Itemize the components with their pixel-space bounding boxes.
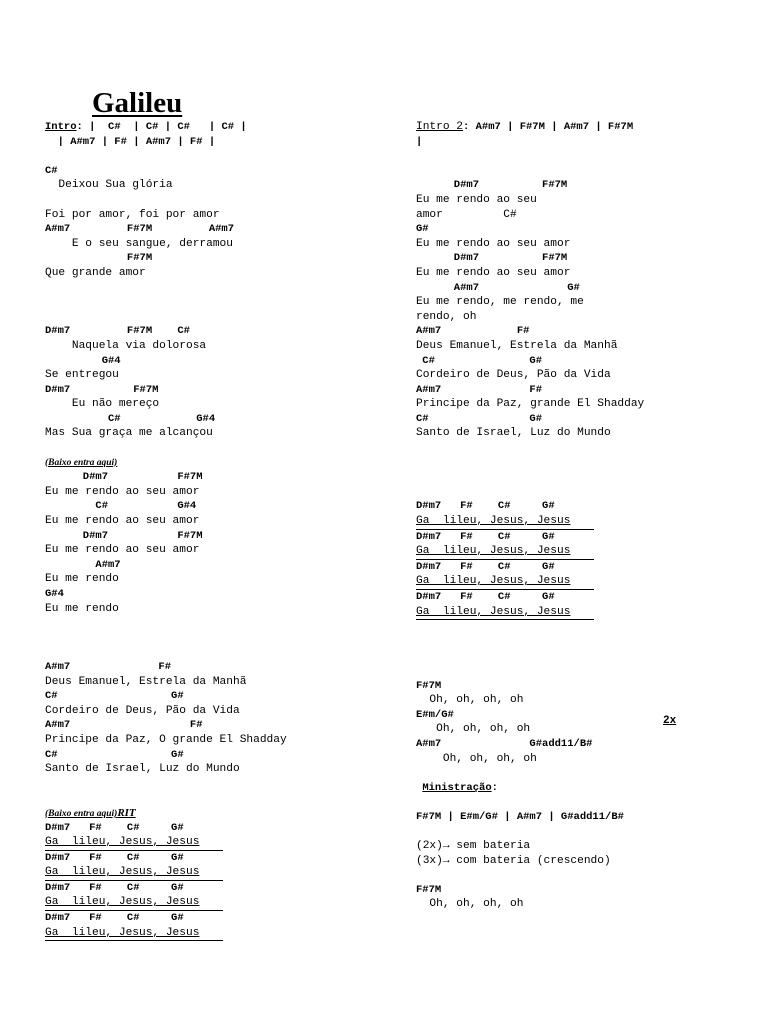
- lyric-line: E o seu sangue, derramou: [45, 237, 233, 250]
- spacer: [45, 295, 385, 310]
- left-column: [45, 120, 385, 941]
- chord-line: D#m7 F#7M C#: [45, 325, 190, 338]
- rit-marking: RIT: [117, 806, 136, 819]
- spacer: [416, 164, 756, 179]
- lyric-line: Oh, oh, oh, oh: [416, 752, 537, 765]
- lyric-line: Ga lileu, Jesus, Jesus: [45, 926, 223, 942]
- intro-chords-2: | A#m7 | F# | A#m7 | F# |: [45, 135, 216, 148]
- intro2-line: [416, 120, 756, 135]
- lyric-line: Deus Emanuel, Estrela da Manhã: [416, 339, 618, 352]
- chord-line: D#m7 F#7M: [416, 252, 568, 265]
- spacer: [416, 620, 756, 635]
- chord-line: C# G#: [416, 354, 543, 367]
- lyric-line: Ga lileu, Jesus, Jesus: [416, 544, 594, 560]
- spacer: [416, 635, 756, 650]
- intro2-label: Intro 2: [416, 121, 463, 133]
- chord-line: F#7M: [416, 883, 442, 896]
- lyric-line: Deixou Sua glória: [45, 179, 173, 192]
- spacer: [416, 664, 756, 679]
- chord-line: A#m7 F#: [416, 383, 543, 396]
- note-line: (3x)→ com bateria (crescendo): [416, 854, 611, 867]
- chord-line: A#m7 F#: [45, 660, 172, 673]
- intro2-bar: |: [416, 135, 423, 148]
- lyric-line: Oh, oh, oh, oh: [416, 723, 531, 736]
- chord-line: C# G#: [45, 748, 184, 761]
- lyric-line: Eu me rendo: [45, 602, 119, 615]
- lyric-line: Eu me rendo ao seu amor: [45, 485, 200, 498]
- lyric-line: Deus Emanuel, Estrela da Manhã: [45, 675, 247, 688]
- lyric-line: Ga lileu, Jesus, Jesus: [45, 835, 223, 851]
- chord-line: C# G#4: [45, 500, 197, 513]
- chord-line: D#m7 F#7M: [45, 529, 203, 542]
- spacer: [416, 441, 756, 456]
- spacer: [416, 766, 756, 781]
- lyric-line: Eu me rendo ao seu: [416, 193, 537, 206]
- chord-line: D#m7 F#7M: [45, 471, 203, 484]
- spacer: [416, 649, 756, 664]
- chord-line: F#7M: [45, 252, 153, 265]
- lyric-line: Ga lileu, Jesus, Jesus: [45, 895, 223, 911]
- lyric-line: Se entregou: [45, 369, 119, 382]
- chord-line: C# G#: [45, 690, 184, 703]
- spacer: [45, 149, 385, 164]
- lyric-line: Eu me rendo ao seu amor: [45, 544, 200, 557]
- lyric-line: Ga lileu, Jesus, Jesus: [416, 605, 594, 621]
- intro-chords-1: : | C# | C# | C# | C# |: [76, 121, 247, 133]
- chord-line: D#m7 F#7M: [45, 383, 159, 396]
- lyric-line: Que grande amor: [45, 266, 146, 279]
- lyric-line: Santo de Israel, Luz do Mundo: [416, 427, 611, 440]
- lyric-line: Naquela via dolorosa: [45, 339, 207, 352]
- lyric-line: Ga lileu, Jesus, Jesus: [416, 514, 594, 530]
- lyric-line: Eu não mereço: [45, 398, 160, 411]
- spacer: [45, 441, 385, 456]
- chord-line: D#m7 F# C# G#: [45, 821, 184, 834]
- spacer: [416, 485, 756, 500]
- spacer: [416, 825, 756, 840]
- chord-line: E#m/G#: [416, 708, 454, 721]
- chord-line: F#7M: [416, 679, 442, 692]
- right-column: [416, 120, 756, 912]
- lyric-line: Eu me rendo ao seu amor: [45, 515, 200, 528]
- lyric-line: Santo de Israel, Luz do Mundo: [45, 763, 240, 776]
- spacer: [45, 791, 385, 806]
- lyric-line: Foi por amor, foi por amor: [45, 208, 220, 221]
- spacer: [45, 631, 385, 646]
- chord-line: C# G#: [416, 412, 543, 425]
- intro-label: Intro: [45, 121, 77, 133]
- chord-line: C#: [45, 164, 58, 177]
- lyric-line: Ga lileu, Jesus, Jesus: [416, 574, 594, 590]
- bass-enters-note: (Baixo entra aqui): [45, 808, 118, 819]
- chord-line: D#m7 F# C# G#: [416, 500, 555, 513]
- bass-enters-rit-note: [45, 806, 385, 821]
- chord-line: D#m7 F#7M: [416, 179, 568, 192]
- ministration-colon: :: [491, 781, 498, 794]
- chord-line: D#m7 F# C# G#: [45, 912, 184, 925]
- lyric-line: Eu me rendo, me rendo, me: [416, 296, 584, 309]
- chord-line: A#m7: [45, 558, 121, 571]
- lyric-line: Mas Sua graça me alcançou: [45, 427, 213, 440]
- repeat-2x-marker: 2x: [663, 715, 677, 727]
- chord-line: F#7M | E#m/G# | A#m7 | G#add11/B#: [416, 810, 624, 823]
- lyric-line: Oh, oh, oh, oh: [416, 898, 524, 911]
- spacer: [45, 281, 385, 296]
- spacer: [416, 470, 756, 485]
- note-line: (2x)→ sem bateria: [416, 840, 531, 853]
- lyric-chord-line: amor C#: [416, 208, 517, 221]
- intro-line: [45, 120, 385, 135]
- chord-line: G#: [416, 223, 429, 236]
- chord-line: A#m7 F#: [45, 719, 203, 732]
- lyric-line: Ga lileu, Jesus, Jesus: [45, 865, 223, 881]
- lyric-line: Oh, oh, oh, oh: [416, 694, 524, 707]
- spacer: [416, 868, 756, 883]
- bass-enters-note: (Baixo entra aqui): [45, 457, 118, 468]
- chord-line: A#m7 F#: [416, 325, 530, 338]
- spacer: [416, 795, 756, 810]
- spacer: [45, 777, 385, 792]
- chord-line: D#m7 F# C# G#: [416, 560, 555, 573]
- spacer: [45, 193, 385, 208]
- ministration-heading: [416, 781, 756, 796]
- chord-line: G#4: [45, 354, 121, 367]
- chord-line: A#m7 G#: [416, 281, 580, 294]
- chord-line: A#m7 F#7M A#m7: [45, 223, 235, 236]
- lyric-line: Principe da Paz, grande El Shadday: [416, 398, 645, 411]
- chord-line: D#m7 F# C# G#: [45, 851, 184, 864]
- lyric-line: Eu me rendo ao seu amor: [416, 237, 571, 250]
- chord-line: A#m7 G#add11/B#: [416, 737, 593, 750]
- song-title: Galileu: [92, 87, 183, 119]
- lyric-line: Eu me rendo: [45, 573, 119, 586]
- chord-line: C# G#4: [45, 412, 216, 425]
- lyric-line: Cordeiro de Deus, Pão da Vida: [416, 369, 611, 382]
- chord-line: D#m7 F# C# G#: [45, 881, 184, 894]
- chord-line: D#m7 F# C# G#: [416, 530, 555, 543]
- lyric-line: rendo, oh: [416, 310, 477, 323]
- spacer: [45, 310, 385, 325]
- ministration-label: Ministração: [422, 781, 492, 794]
- intro2-chords: : A#m7 | F#7M | A#m7 | F#7M: [463, 121, 634, 133]
- spacer: [416, 149, 756, 164]
- chord-line: D#m7 F# C# G#: [416, 591, 555, 603]
- lyric-line: Eu me rendo ao seu amor: [416, 266, 571, 279]
- spacer: [45, 616, 385, 631]
- chord-line: G#4: [45, 588, 64, 600]
- lyric-line: Principe da Paz, O grande El Shadday: [45, 733, 287, 746]
- spacer: [45, 645, 385, 660]
- spacer: [416, 456, 756, 471]
- lyric-line: Cordeiro de Deus, Pão da Vida: [45, 704, 240, 717]
